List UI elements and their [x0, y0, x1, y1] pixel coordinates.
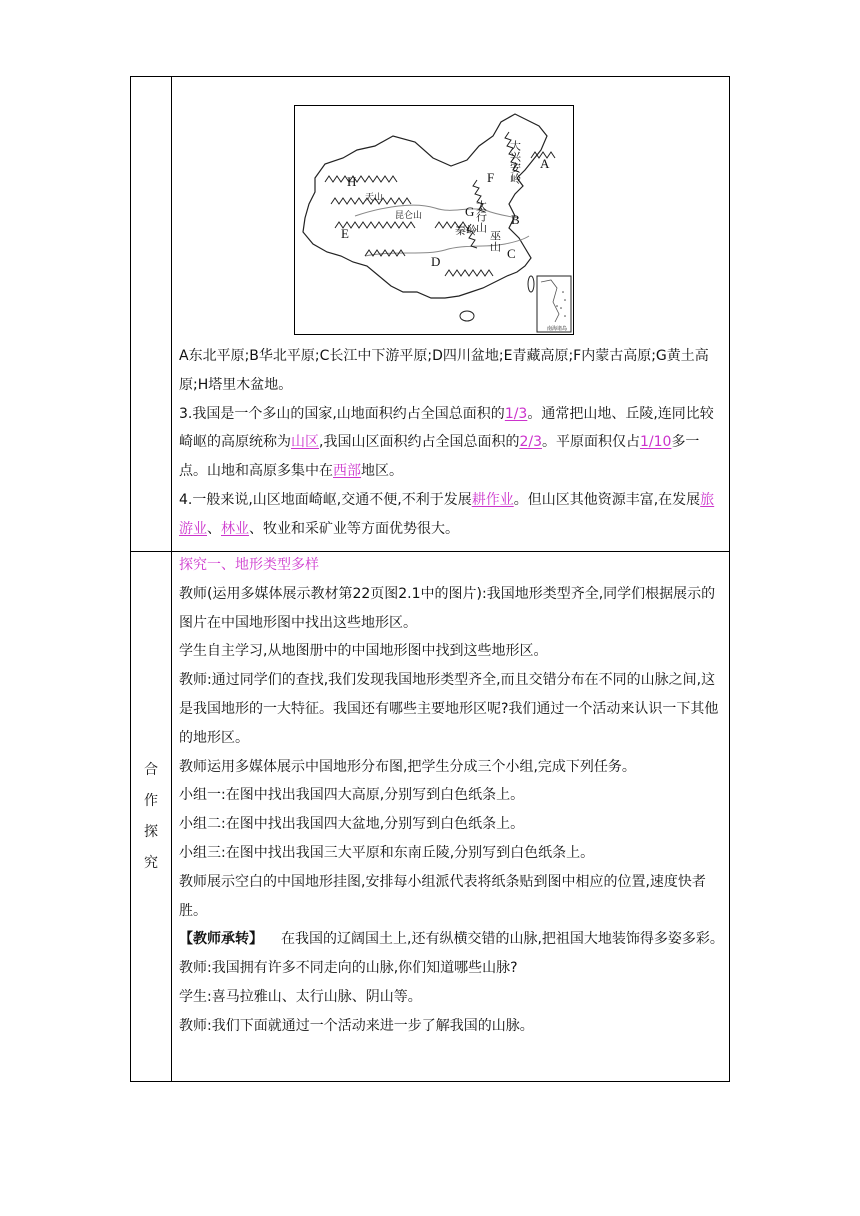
- p3-answer-1: 1/3: [504, 405, 528, 422]
- p4-text-2: 。但山区其他资源丰富,在发展: [513, 491, 701, 508]
- p4-text-4: 、牧业和采矿业等方面优势很大。: [249, 520, 459, 537]
- yangtze-river: [365, 236, 529, 256]
- label-d: D: [431, 254, 441, 269]
- paragraph: 教师:通过同学们的查找,我们发现我国地形类型齐全,而且交错分布在不同的山脉之间,这是我国地形的一大特征。我国还有哪些主要地形区呢?我们通过一个活动来认识一下其他的地形区。: [179, 672, 719, 746]
- paragraph: 小组一:在图中找出我国四大高原,分别写到白色纸条上。: [179, 787, 525, 804]
- side-char-4: 究: [144, 855, 158, 871]
- paragraph: 教师(运用多媒体展示教材第22页图2.1中的图片):我国地形类型齐全,同学们根据展示的图片在中国地形图中找出这些地形区。: [179, 585, 716, 631]
- transition-text: 在我国的辽阔国土上,还有纵横交错的山脉,把祖国大地装饰得多姿多彩。: [281, 931, 724, 948]
- p3-text-1: 3.我国是一个多山的国家,山地面积约占全国总面积的: [179, 405, 505, 422]
- transition-tag: 【教师承转】: [179, 931, 263, 948]
- side-char-2: 作: [144, 793, 158, 809]
- section1-content: [179, 342, 725, 544]
- paragraph: 学生自主学习,从地图册中的中国地形图中找到这些地形区。: [179, 643, 548, 660]
- label-f: F: [487, 170, 495, 185]
- p3-text-2: 。通常把山地、丘陵,连同比较崎岖的高原统称为: [179, 405, 714, 451]
- paragraph: 教师运用多媒体展示中国地形分布图,把学生分成三个小组,完成下列任务。: [179, 758, 636, 775]
- label-daxinganling: 大兴安岭: [508, 140, 522, 184]
- hainan-island: [460, 311, 474, 321]
- map-legend: A东北平原;B华北平原;C长江中下游平原;D四川盆地;E青藏高原;F内蒙古高原;G黄土高原;H塔里木盆地。: [179, 348, 709, 393]
- p3-answer-3: 2/3: [519, 434, 542, 451]
- side-char-1: 合: [144, 762, 158, 778]
- p3-text-5: 多一点。山地和高原多集中在: [179, 434, 700, 480]
- yellow-river: [355, 205, 519, 218]
- transition-paragraph: [179, 925, 725, 954]
- section-heading: 探究一、地形类型多样: [179, 557, 319, 573]
- label-wushan: 巫山: [488, 230, 502, 252]
- paragraph-3: [179, 400, 725, 486]
- label-b: B: [511, 212, 520, 227]
- inset-caption: 南海诸岛: [547, 326, 568, 332]
- label-qinling: 秦岭: [455, 224, 477, 237]
- paragraph: 小组三:在图中找出我国三大平原和东南丘陵,分别写到白色纸条上。: [179, 844, 595, 861]
- p3-answer-2: 山区: [291, 434, 319, 451]
- lesson-table: [130, 76, 730, 1082]
- p4-answer-3: 林业: [221, 520, 249, 537]
- p3-text-4: 。平原面积仅占: [541, 434, 640, 451]
- south-china-sea-inset: [537, 276, 571, 332]
- paragraph: 学生:喜马拉雅山、太行山脉、阴山等。: [179, 988, 422, 1005]
- p4-text-1: 4.一般来说,山区地面崎岖,交通不便,不利于发展: [179, 491, 472, 508]
- p3-answer-4: 1/10: [639, 434, 672, 451]
- p4-answer-1: 耕作业: [471, 491, 514, 508]
- column-divider: [171, 77, 172, 1081]
- label-c: C: [507, 246, 516, 261]
- taiwan-island: [528, 276, 534, 292]
- label-tianshan: 天山: [365, 193, 384, 203]
- label-kunlun: 昆仑山: [395, 211, 423, 221]
- p3-answer-5: 西部: [333, 463, 361, 480]
- label-e: E: [341, 226, 349, 241]
- map-drawing: [295, 106, 573, 334]
- side-char-3: 探: [144, 824, 158, 840]
- label-taihangshan: 太行山: [474, 200, 488, 233]
- label-h: H: [347, 174, 357, 189]
- paragraph: 教师:我们下面就通过一个活动来进一步了解我国的山脉。: [179, 1017, 534, 1034]
- section-side-label: [131, 755, 171, 879]
- label-g: G: [465, 204, 475, 219]
- paragraph: 教师展示空白的中国地形挂图,安排每小组派代表将纸条贴到图中相应的位置,速度快者胜。: [179, 873, 706, 919]
- section2-content: [179, 551, 725, 1041]
- paragraph: 教师:我国拥有许多不同走向的山脉,你们知道哪些山脉?: [179, 960, 518, 977]
- paragraph: 小组二:在图中找出我国四大盆地,分别写到白色纸条上。: [179, 816, 525, 833]
- p4-text-3: 、: [207, 520, 221, 537]
- p3-text-6: 地区。: [361, 463, 403, 480]
- label-a: A: [540, 156, 550, 171]
- p3-text-3: ,我国山区面积约占全国总面积的: [319, 434, 520, 451]
- paragraph-4: [179, 486, 725, 544]
- china-terrain-map: [294, 105, 574, 335]
- p4-answer-2: 旅游业: [179, 491, 715, 537]
